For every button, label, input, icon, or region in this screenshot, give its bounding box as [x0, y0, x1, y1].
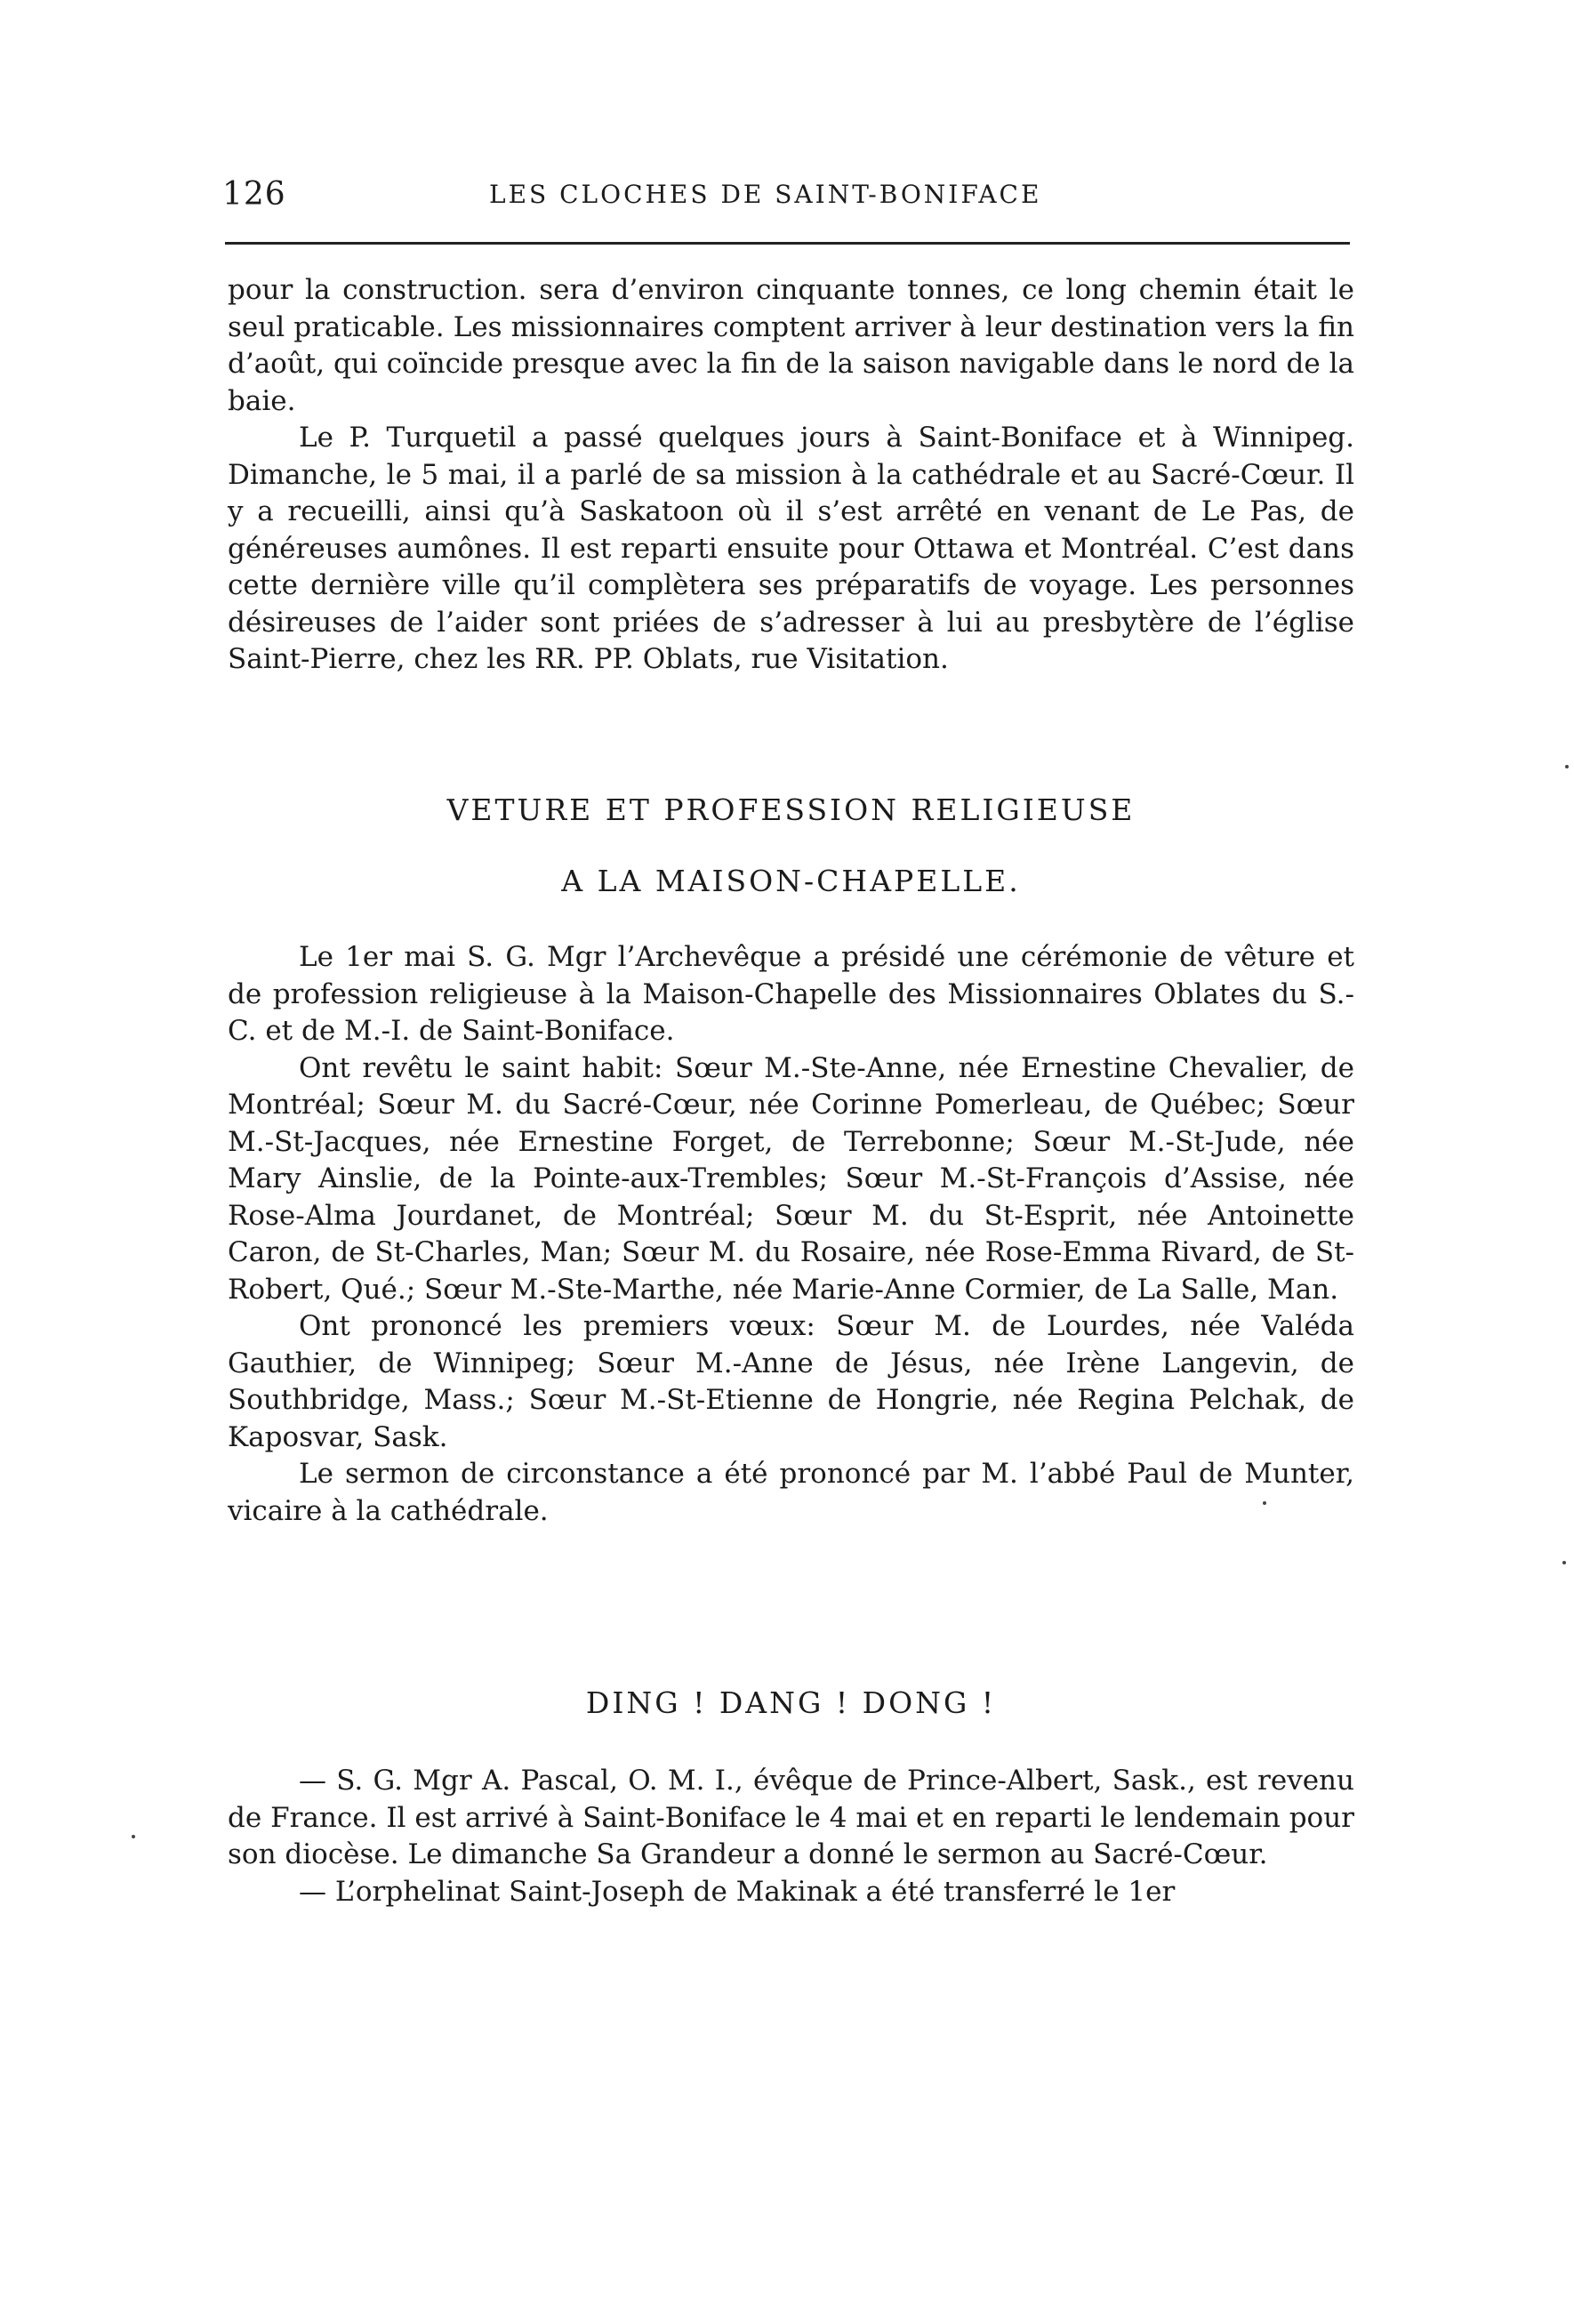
scan-speck: [1263, 1501, 1266, 1505]
section-continued-text: [228, 272, 1354, 679]
header-rule: [225, 242, 1350, 245]
paragraph: pour la construction. sera d’environ cinquante tonnes, ce long chemin était le seul praticable. Les missionnaires comptent arriver à leur destination vers la fin d’août, qui coïncide presque avec la fin de la saison navigable dans le nord de la baie.: [228, 274, 1354, 417]
page-header: [222, 176, 1352, 229]
running-title: LES CLOCHES DE SAINT-BONIFACE: [489, 180, 1042, 209]
paragraph: Le P. Turquetil a passé quelques jours à Saint-Boniface et à Winnipeg. Dimanche, le 5 mai, il a parlé de sa mission à la cathédrale et au Sacré-Cœur. Il y a recueilli, ainsi qu’à Saskatoon où il s’est arrêté en venant de Le Pas, de généreuses aumônes. Il est reparti ensuite pour Ottawa et Montréal. C’est dans cette dernière ville qu’il complètera ses préparatifs de voyage. Les personnes désireuses de l’aider sont priées de s’adresser à lui au presbytère de l’église Saint-Pierre, chez les RR. PP. Oblats, rue Visitation.: [228, 422, 1354, 675]
news-items-text: [228, 1763, 1354, 1910]
veture-profession-text: [228, 939, 1354, 1530]
scan-speck: [1562, 1561, 1566, 1564]
section-heading-line-1: VETURE ET PROFESSION RELIGIEUSE: [446, 792, 1136, 827]
paragraph: — S. G. Mgr A. Pascal, O. M. I., évêque de Prince-Albert, Sask., est revenu de France. Il est arrivé à Saint-Boniface le 4 mai et en reparti le lendemain pour son diocèse. Le dimanche Sa Grandeur a donné le sermon au Sacré-Cœur.: [228, 1765, 1354, 1870]
paragraph: Ont revêtu le saint habit: Sœur M.-Ste-Anne, née Ernestine Chevalier, de Montréal; Sœur M. du Sacré-Cœur, née Corinne Pomerleau, de Québec; Sœur M.-St-Jacques, née Ernestine Forget, de Terrebonne; Sœur M.-St-Jude, née Mary Ainslie, de la Pointe-aux-Trembles; Sœur M.-St-François d’Assise, née Rose-Alma Jourdanet, de Montréal; Sœur M. du St-Esprit, née Antoinette Caron, de St-Charles, Man; Sœur M. du Rosaire, née Rose-Emma Rivard, de St-Robert, Qué.; Sœur M.-Ste-Marthe, née Marie-Anne Cormier, de La Salle, Man.: [228, 1051, 1354, 1306]
scan-speck: [1565, 765, 1569, 768]
section-heading-line-2: A LA MAISON-CHAPELLE.: [561, 864, 1021, 898]
paragraph: — L’orphelinat Saint-Joseph de Makinak a été transferré le 1er: [299, 1875, 1176, 1908]
section-heading-ding-dang-dong: DING ! DANG ! DONG !: [585, 1685, 997, 1720]
page-number: 126: [222, 176, 286, 213]
scan-speck: [132, 1835, 135, 1838]
paragraph: Le sermon de circonstance a été prononcé par M. l’abbé Paul de Munter, vicaire à la cathédrale.: [228, 1458, 1354, 1527]
paragraph: Ont prononcé les premiers vœux: Sœur M. de Lourdes, née Valéda Gauthier, de Winnipeg; Sœur M.-Anne de Jésus, née Irène Langevin, de Southbridge, Mass.; Sœur M.-St-Etienne de Hongrie, née Regina Pelchak, de Kaposvar, Sask.: [228, 1310, 1354, 1453]
paragraph: Le 1er mai S. G. Mgr l’Archevêque a présidé une cérémonie de vêture et de profession religieuse à la Maison-Chapelle des Missionnaires Oblates du S.-C. et de M.-I. de Saint-Boniface.: [228, 941, 1354, 1047]
